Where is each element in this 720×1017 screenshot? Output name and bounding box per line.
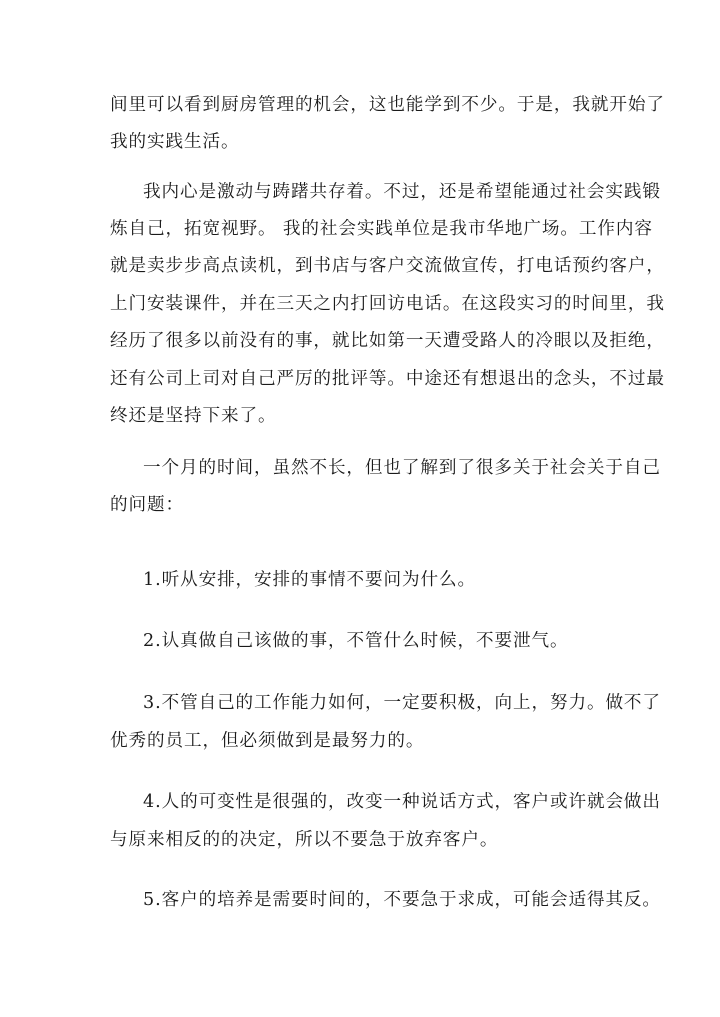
list-item-2: 2.认真做自己该做的事，不管什么时候，不要泄气。 (143, 631, 569, 651)
list-item-4: 4.人的可变性是很强的，改变一种说话方式，客户或许就会做出 (143, 792, 661, 812)
text-line: 就是卖步步高点读机，到书店与客户交流做宣传，打电话预约客户， (110, 256, 665, 276)
list-item-3-continued: 优秀的员工，但必须做到是最努力的。 (110, 731, 425, 751)
paragraph-start-line: 我内心是激动与踌躇共存着。不过，还是希望能通过社会实践锻 (143, 182, 661, 202)
list-item-5: 5.客户的培养是需要时间的，不要急于求成，可能会适得其反。 (143, 890, 661, 910)
text-line: 还有公司上司对自己严厉的批评等。中途还有想退出的念头，不过最 (110, 369, 665, 389)
list-item-3: 3.不管自己的工作能力如何，一定要积极，向上，努力。做不了 (143, 693, 661, 713)
list-item-1: 1.听从安排，安排的事情不要问为什么。 (143, 570, 476, 590)
text-line: 间里可以看到厨房管理的机会，这也能学到不少。于是，我就开始了 (110, 95, 665, 115)
text-line: 上门安装课件，并在三天之内打回访电话。在这段实习的时间里，我 (110, 294, 665, 314)
list-item-4-continued: 与原来相反的的决定，所以不要急于放弃客户。 (110, 830, 499, 850)
text-line: 经历了很多以前没有的事，就比如第一天遭受路人的冷眼以及拒绝， (110, 331, 665, 351)
text-line: 炼自己，拓宽视野。 我的社会实践单位是我市华地广场。工作内容 (110, 219, 653, 239)
text-line: 我的实践生活。 (110, 132, 240, 152)
paragraph-start-line: 一个月的时间，虽然不长，但也了解到了很多关于社会关于自己 (143, 458, 661, 478)
text-line: 终还是坚持下来了。 (110, 406, 277, 426)
text-line: 的问题： (110, 495, 184, 515)
